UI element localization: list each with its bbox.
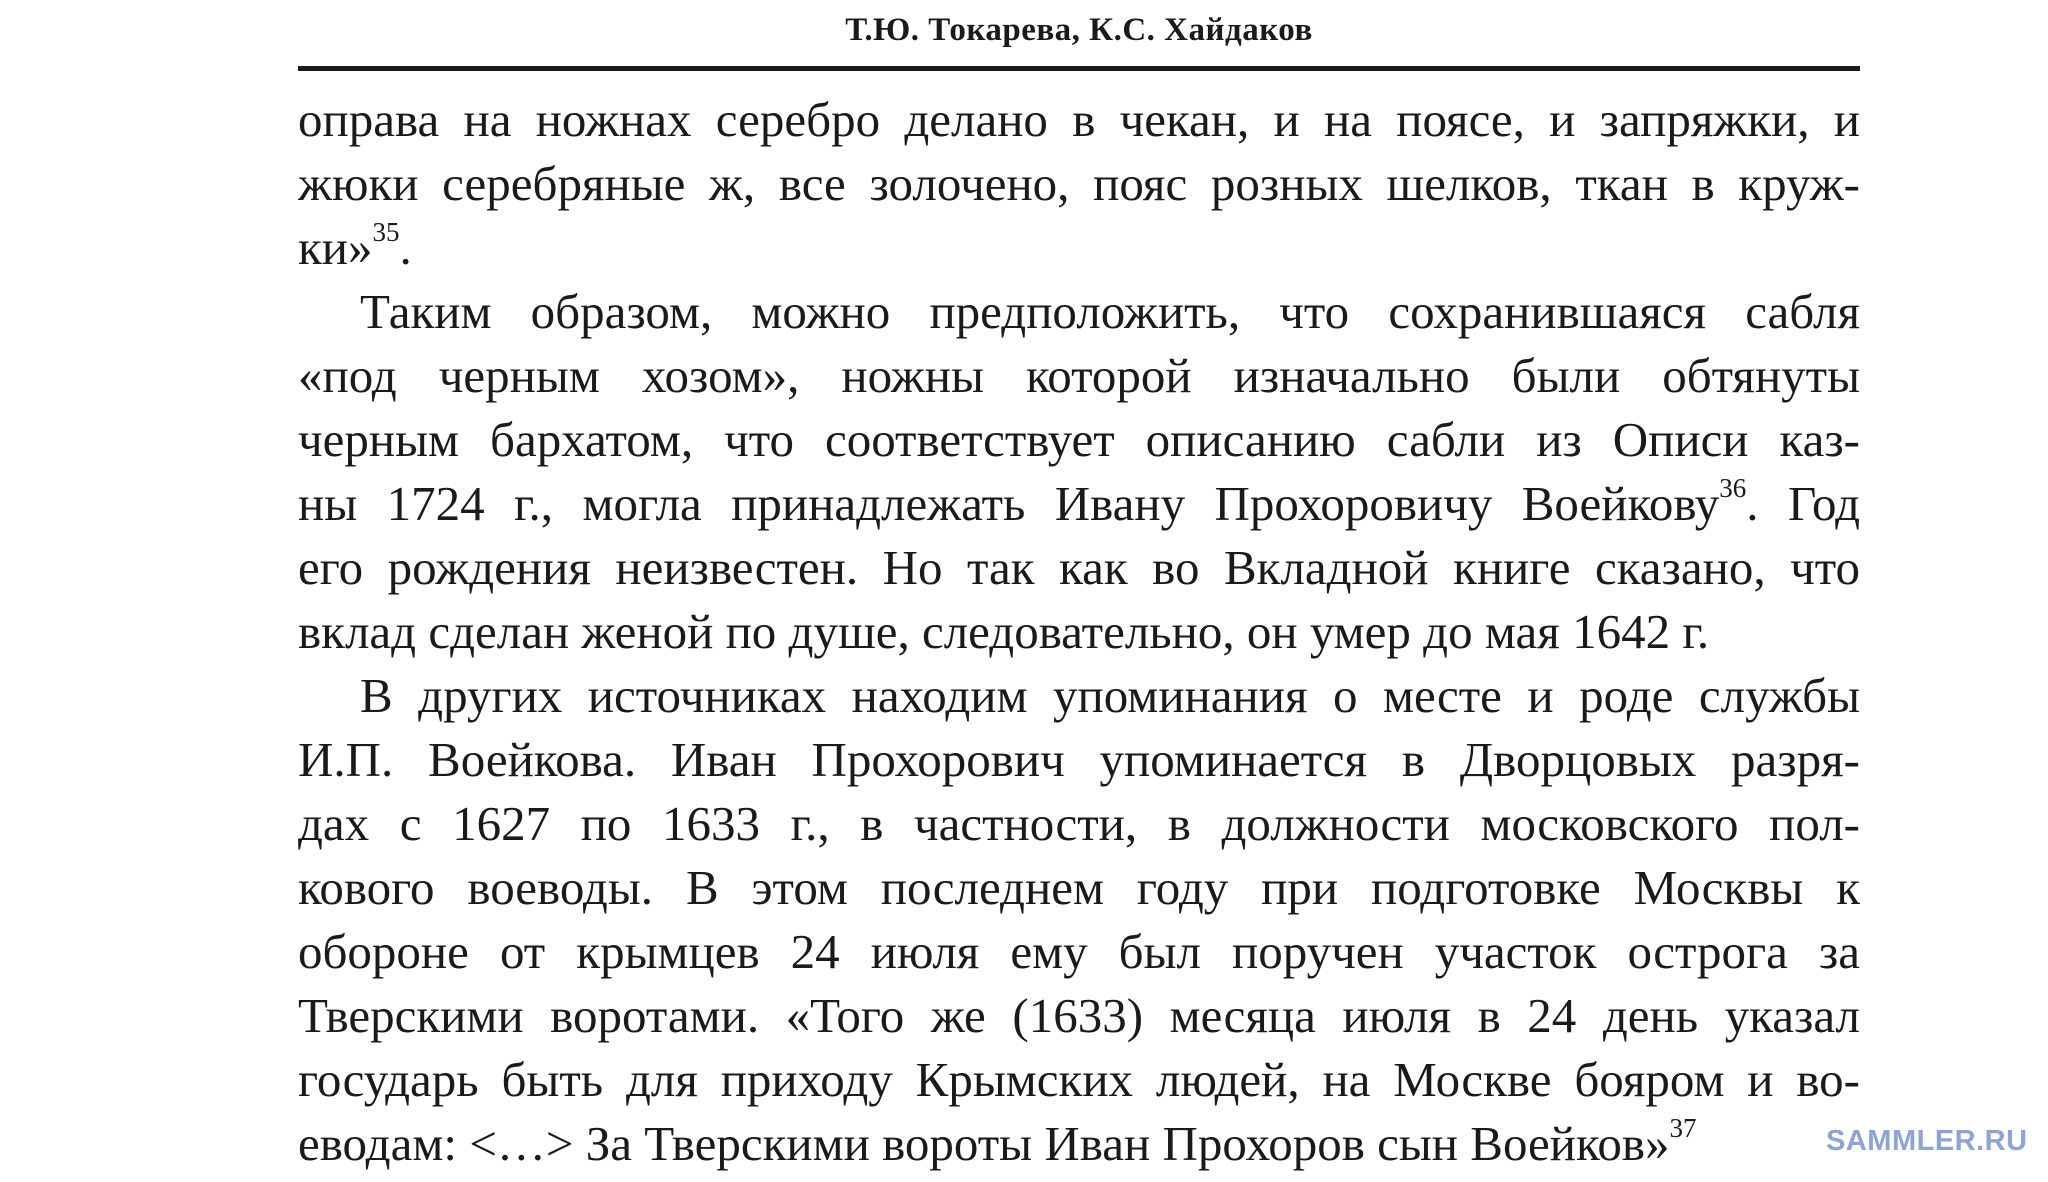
text-line: его рождения неизвестен. Но так как во Вкладной книге сказано, что bbox=[298, 540, 1860, 595]
running-header: Т.Ю. Токарева, К.С. Хайдаков bbox=[845, 12, 1313, 48]
body-text bbox=[298, 88, 1860, 1176]
text-line: дах с 1627 по 1633 г., в частности, в должности московского пол- bbox=[298, 796, 1860, 851]
footnote-ref-37: 37 bbox=[1669, 1112, 1697, 1143]
text-line: ки»$^{35}$. bbox=[298, 216, 412, 275]
text-line: Тверскими воротами. «Того же (1633) месяца июля в 24 день указал bbox=[298, 988, 1860, 1043]
document-page bbox=[298, 0, 1860, 1176]
text-line: оправа на ножнах серебро делано в чекан, и на поясе, и запряжки, и bbox=[298, 92, 1860, 147]
text-line: вклад сделан женой по душе, следовательно, он умер до мая 1642 г. bbox=[298, 604, 1710, 659]
text-line: обороне от крымцев 24 июля ему был поручен участок острога за bbox=[298, 924, 1860, 979]
text-line: И.П. Воейкова. Иван Прохорович упоминается в Дворцовых разря- bbox=[298, 732, 1860, 787]
text-line: «под черным хозом», ножны которой изначально были обтянуты bbox=[298, 348, 1860, 403]
header-rule bbox=[298, 66, 1860, 71]
text-line: государь быть для приходу Крымских людей, на Москве бояром и во- bbox=[298, 1052, 1860, 1107]
footnote-ref-36: 36 bbox=[1719, 472, 1747, 503]
text-line: еводам: <…> За Тверскими вороты Иван Прохоров сын Воейков»$^{37}$ bbox=[298, 1112, 1697, 1171]
text-line: черным бархатом, что соответствует описанию сабли из Описи каз- bbox=[298, 412, 1860, 467]
watermark: SAMMLER.RU bbox=[1826, 1125, 2028, 1157]
text-line: Таким образом, можно предположить, что сохранившаяся сабля bbox=[360, 284, 1860, 339]
text-line: жюки серебряные ж, все золочено, пояс розных шелков, ткан в круж- bbox=[298, 156, 1860, 211]
text-line: ны 1724 г., могла принадлежать Ивану Прохоровичу Воейкову$^{36}$. Год bbox=[298, 472, 1860, 531]
text-line: В других источниках находим упоминания о месте и роде службы bbox=[360, 668, 1860, 723]
footnote-ref-35: 35 bbox=[372, 216, 400, 247]
text-line: кового воеводы. В этом последнем году при подготовке Москвы к bbox=[298, 860, 1860, 915]
